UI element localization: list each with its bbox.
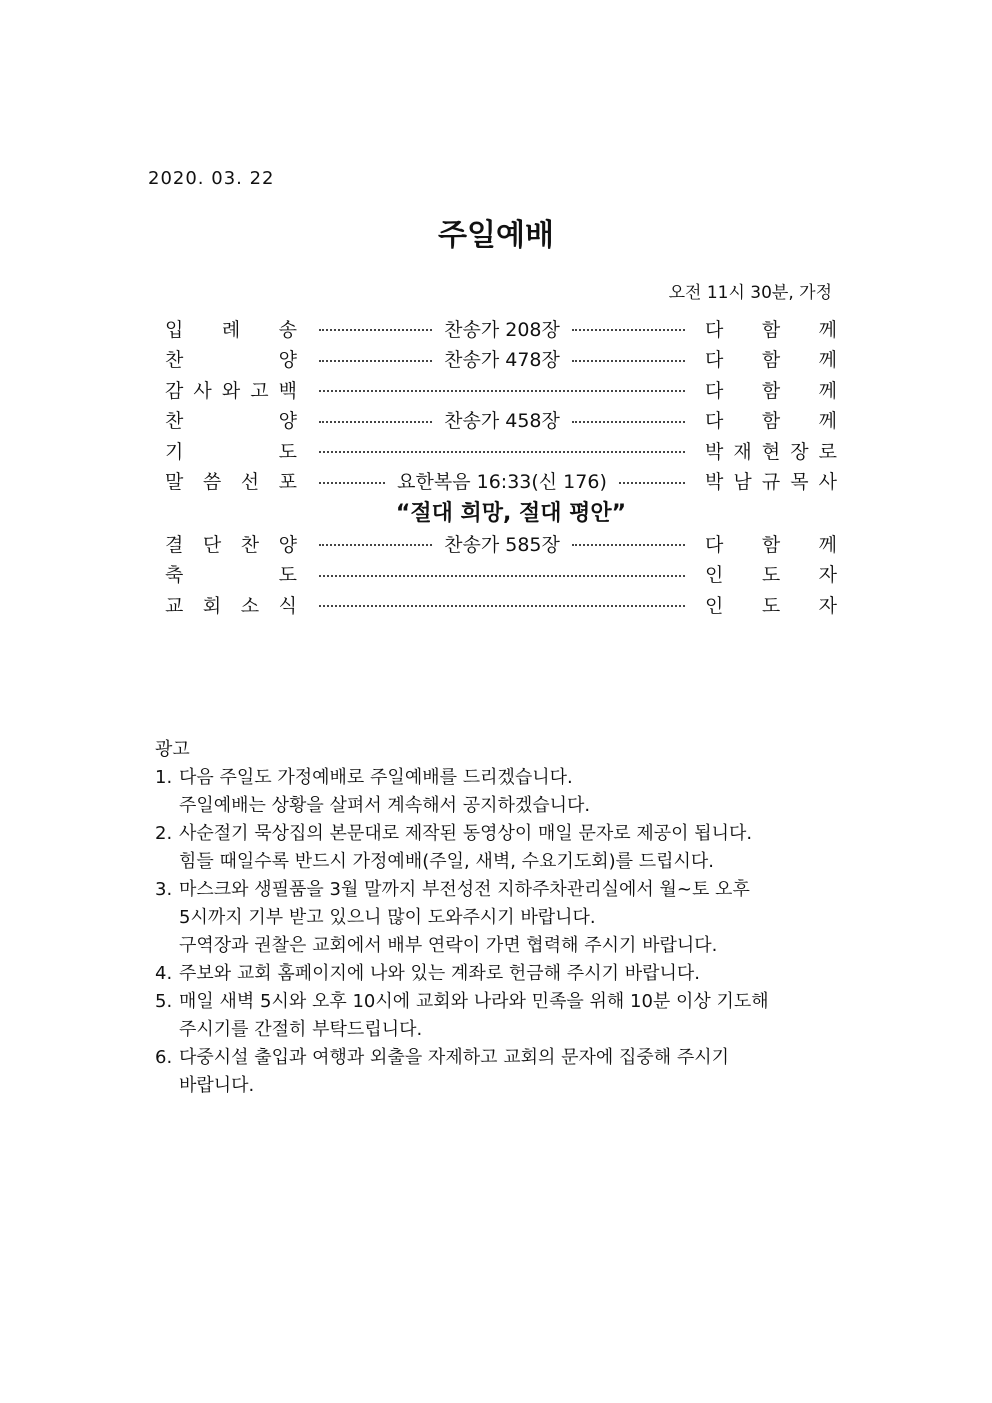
order-content: 찬송가 585장 [444, 533, 560, 556]
order-leader-char: 께 [818, 533, 837, 556]
order-row [165, 313, 837, 344]
dot-leader [572, 329, 685, 331]
announcement-line: 바랍니다. [179, 1075, 255, 1096]
bulletin-date: 2020. 03. 22 [148, 168, 275, 189]
order-leader-char: 도 [761, 594, 781, 617]
service-time: 오전 11시 30분, 가정 [668, 283, 832, 303]
order-leader-char: 다 [705, 410, 724, 433]
order-label-char: 씀 [202, 471, 222, 494]
order-leader-char: 다 [705, 349, 724, 372]
order-row [165, 466, 837, 497]
order-leader-char: 장 [790, 440, 809, 463]
order-label [165, 530, 297, 557]
dot-leader [319, 482, 385, 484]
order-label-char: 례 [221, 318, 241, 341]
order-leader-char: 규 [761, 471, 781, 494]
order-label-char: 단 [202, 533, 222, 556]
announcement-number: 5. [155, 991, 173, 1012]
announcement-line: 구역장과 권찰은 교회에서 배부 연락이 가면 협력해 주시기 바랍니다. [179, 935, 718, 956]
announcement-line: 주시기를 간절히 부탁드립니다. [179, 1019, 423, 1040]
order-label-char: 축 [165, 564, 184, 587]
announcements-heading: 광고 [155, 739, 190, 760]
order-leader [705, 591, 837, 618]
order-label-char: 찬 [165, 410, 184, 433]
announcement-line: 주보와 교회 홈페이지에 나와 있는 계좌로 헌금해 주시기 바랍니다. [179, 963, 700, 984]
order-label [165, 315, 297, 342]
order-label-char: 입 [165, 318, 184, 341]
order-leader-char: 께 [818, 349, 837, 372]
order-leader-char: 재 [733, 440, 752, 463]
announcement-text [179, 764, 590, 820]
order-content-leader [319, 601, 685, 607]
order-row [165, 344, 837, 375]
order-content-leader [319, 386, 685, 392]
announcement-line: 다음 주일도 가정예배로 주일예배를 드리겠습니다. [179, 767, 573, 788]
order-label-char: 양 [278, 533, 297, 556]
page-title: 주일예배 [438, 218, 554, 253]
dot-leader [319, 575, 685, 577]
order-leader-char: 께 [818, 318, 837, 341]
order-leader-char: 께 [818, 410, 837, 433]
order-of-service [165, 313, 837, 620]
order-label-char: 양 [278, 410, 297, 433]
dot-leader [319, 329, 432, 331]
order-label-char: 도 [278, 564, 297, 587]
order-content-leader [319, 315, 685, 342]
order-content-leader [319, 406, 685, 433]
order-row [165, 559, 837, 590]
order-label-char: 말 [165, 471, 184, 494]
order-leader [705, 467, 837, 494]
announcement-text [179, 820, 752, 876]
order-label-char: 소 [240, 594, 260, 617]
order-label-char: 기 [165, 440, 184, 463]
announcement-item [155, 960, 769, 988]
order-label-char: 송 [278, 318, 297, 341]
order-leader-char: 로 [818, 440, 837, 463]
order-leader-char: 자 [818, 594, 837, 617]
order-leader-char: 함 [761, 533, 781, 556]
order-content-leader [319, 345, 685, 372]
order-leader-char: 박 [705, 440, 724, 463]
order-label-char: 교 [165, 594, 184, 617]
order-content-leader [319, 467, 685, 494]
order-leader [705, 560, 837, 587]
order-row [165, 528, 837, 559]
dot-leader [319, 421, 432, 423]
dot-leader [619, 482, 685, 484]
order-leader-char: 다 [705, 379, 724, 402]
order-content: 찬송가 208장 [444, 318, 560, 341]
announcement-line: 5시까지 기부 받고 있으니 많이 도와주시기 바랍니다. [179, 907, 596, 928]
order-label-char: 찬 [240, 533, 260, 556]
order-label-char: 양 [278, 349, 297, 372]
dot-leader [319, 451, 685, 453]
dot-leader [319, 390, 685, 392]
order-label-char: 포 [278, 471, 297, 494]
order-label-char: 와 [221, 379, 241, 402]
announcement-text [179, 960, 700, 988]
order-leader [705, 406, 837, 433]
order-leader-char: 박 [705, 471, 724, 494]
order-leader-char: 자 [818, 564, 837, 587]
announcement-line: 힘들 때일수록 반드시 가정예배(주일, 새벽, 수요기도회)를 드립시다. [179, 851, 715, 872]
announcement-line: 사순절기 묵상집의 본문대로 제작된 동영상이 매일 문자로 제공이 됩니다. [179, 823, 753, 844]
announcement-text [179, 988, 769, 1044]
order-label-char: 백 [278, 379, 297, 402]
dot-leader [572, 544, 685, 546]
sermon-title: “절대 희망, 절대 평안” [395, 501, 627, 526]
order-row [165, 405, 837, 436]
order-leader-char: 인 [705, 594, 724, 617]
order-leader [705, 437, 837, 464]
order-label-char: 찬 [165, 349, 184, 372]
order-leader [705, 376, 837, 403]
announcement-number: 6. [155, 1047, 173, 1068]
order-label [165, 437, 297, 464]
order-content: 요한복음 16:33(신 176) [397, 471, 607, 494]
announcement-item [155, 820, 769, 876]
order-leader [705, 315, 837, 342]
dot-leader [319, 544, 432, 546]
announcement-item [155, 988, 769, 1044]
order-row [165, 435, 837, 466]
order-leader [705, 345, 837, 372]
announcement-list [155, 764, 769, 1100]
order-label-char: 감 [165, 379, 184, 402]
order-leader-char: 함 [761, 410, 781, 433]
order-row [165, 589, 837, 620]
order-label-char: 선 [240, 471, 260, 494]
order-label-char: 도 [278, 440, 297, 463]
order-leader [705, 530, 837, 557]
order-content: 찬송가 458장 [444, 410, 560, 433]
order-label-char: 사 [193, 379, 212, 402]
dot-leader [572, 360, 685, 362]
announcement-number: 4. [155, 963, 173, 984]
order-label [165, 467, 297, 494]
announcement-text [179, 1044, 729, 1100]
order-leader-char: 도 [761, 564, 781, 587]
order-leader-char: 사 [818, 471, 837, 494]
order-leader-char: 다 [705, 533, 724, 556]
order-content-leader [319, 571, 685, 577]
order-label [165, 560, 297, 587]
announcements [155, 736, 769, 1100]
order-content: 찬송가 478장 [444, 349, 560, 372]
announcement-line: 매일 새벽 5시와 오후 10시에 교회와 나라와 민족을 위해 10분 이상 기도해 [179, 991, 769, 1012]
announcement-line: 마스크와 생필품을 3월 말까지 부전성전 지하주차관리실에서 월~토 오후 [179, 879, 750, 900]
announcement-item [155, 876, 769, 960]
announcement-item [155, 1044, 769, 1100]
order-label-char: 회 [202, 594, 222, 617]
order-leader-char: 께 [818, 379, 837, 402]
dot-leader [319, 605, 685, 607]
dot-leader [319, 360, 432, 362]
announcement-line: 주일예배는 상황을 살펴서 계속해서 공지하겠습니다. [179, 795, 591, 816]
order-label-char: 고 [250, 379, 269, 402]
order-leader-char: 인 [705, 564, 724, 587]
order-label [165, 406, 297, 433]
announcement-number: 3. [155, 879, 173, 900]
order-label [165, 376, 297, 403]
announcement-item [155, 764, 769, 820]
order-content-leader [319, 447, 685, 453]
order-leader-char: 함 [761, 379, 781, 402]
order-label [165, 345, 297, 372]
announcement-line: 다중시설 출입과 여행과 외출을 자제하고 교회의 문자에 집중해 주시기 [179, 1047, 730, 1068]
dot-leader [572, 421, 685, 423]
order-label-char: 결 [165, 533, 184, 556]
order-content-leader [319, 530, 685, 557]
announcement-number: 2. [155, 823, 173, 844]
order-leader-char: 함 [761, 318, 781, 341]
order-leader-char: 다 [705, 318, 724, 341]
announcement-number: 1. [155, 767, 173, 788]
order-leader-char: 남 [733, 471, 752, 494]
order-leader-char: 현 [761, 440, 781, 463]
order-label-char: 식 [278, 594, 297, 617]
order-leader-char: 목 [790, 471, 809, 494]
announcement-text [179, 876, 750, 960]
order-label [165, 591, 297, 618]
order-leader-char: 함 [761, 349, 781, 372]
order-row [165, 374, 837, 405]
